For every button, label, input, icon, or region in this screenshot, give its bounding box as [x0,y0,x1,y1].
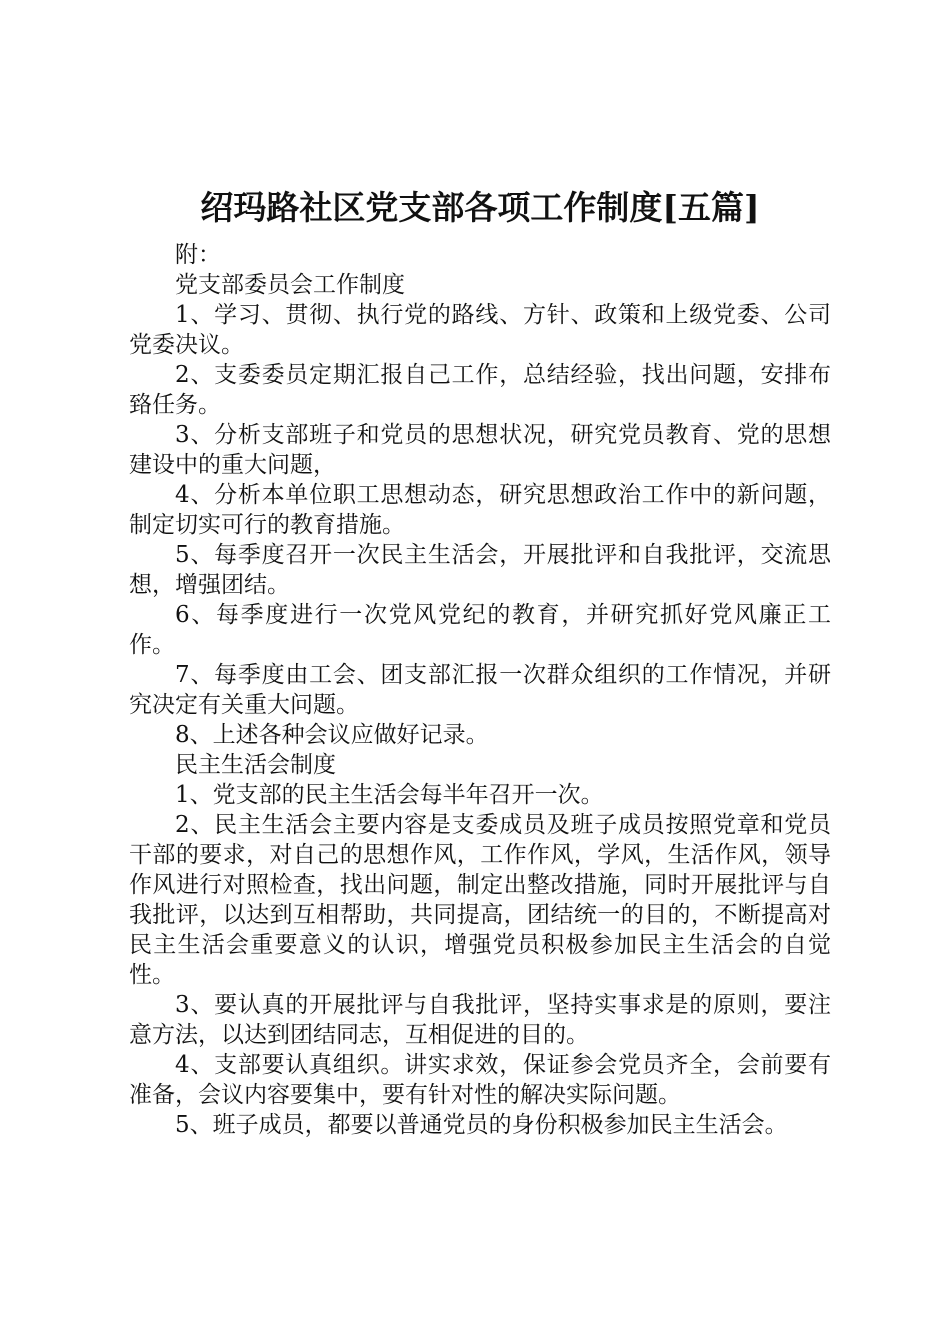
document-title: 绍玛路社区党支部各项工作制度[五篇] [200,188,760,227]
section-heading-democratic-life: 民主生活会制度 [175,752,336,778]
paragraph-item: 5、每季度召开一次民主生活会，开展批评和自我批评，交流思想，增强团结。 [129,542,831,598]
paragraph-item: 2、支委委员定期汇报自己工作，总结经验，找出问题，安排布臵任务。 [129,362,831,418]
paragraph-item: 3、要认真的开展批评与自我批评，坚持实事求是的原则，要注意方法，以达到团结同志，互相促进的目的。 [129,992,831,1048]
paragraph-item: 8、上述各种会议应做好记录。 [175,722,489,748]
section-heading-committee: 党支部委员会工作制度 [175,272,405,298]
paragraph-item: 1、党支部的民主生活会每半年召开一次。 [175,782,604,808]
document-page [129,184,831,1140]
paragraph-item: 3、分析支部班子和党员的思想状况，研究党员教育、党的思想建设中的重大问题， [129,422,831,478]
paragraph-item: 5、班子成员，都要以普通党员的身份积极参加民主生活会。 [175,1112,788,1138]
paragraph-appendix: 附： [175,242,221,268]
paragraph-item: 4、支部要认真组织。讲实求效，保证参会党员齐全，会前要有准备，会议内容要集中，要有针对性的解决实际问题。 [129,1052,831,1108]
paragraph-item: 4、分析本单位职工思想动态，研究思想政治工作中的新问题，制定切实可行的教育措施。 [129,482,831,538]
paragraph-item: 1、学习、贯彻、执行党的路线、方针、政策和上级党委、公司党委决议。 [129,302,831,358]
paragraph-item: 6、每季度进行一次党风党纪的教育，并研究抓好党风廉正工作。 [129,602,831,658]
paragraph-item: 2、民主生活会主要内容是支委成员及班子成员按照党章和党员干部的要求，对自己的思想作风，工作作风，学风，生活作风，领导作风进行对照检查，找出问题，制定出整改措施，同时开展批评与自我批评，以达到互相帮助，共同提高，团结统一的目的，不断提高对民主生活会重要意义的认识，增强党员积极参加民主生活会的自觉性。 [129,812,831,988]
paragraph-item: 7、每季度由工会、团支部汇报一次群众组织的工作情况，并研究决定有关重大问题。 [129,662,831,718]
